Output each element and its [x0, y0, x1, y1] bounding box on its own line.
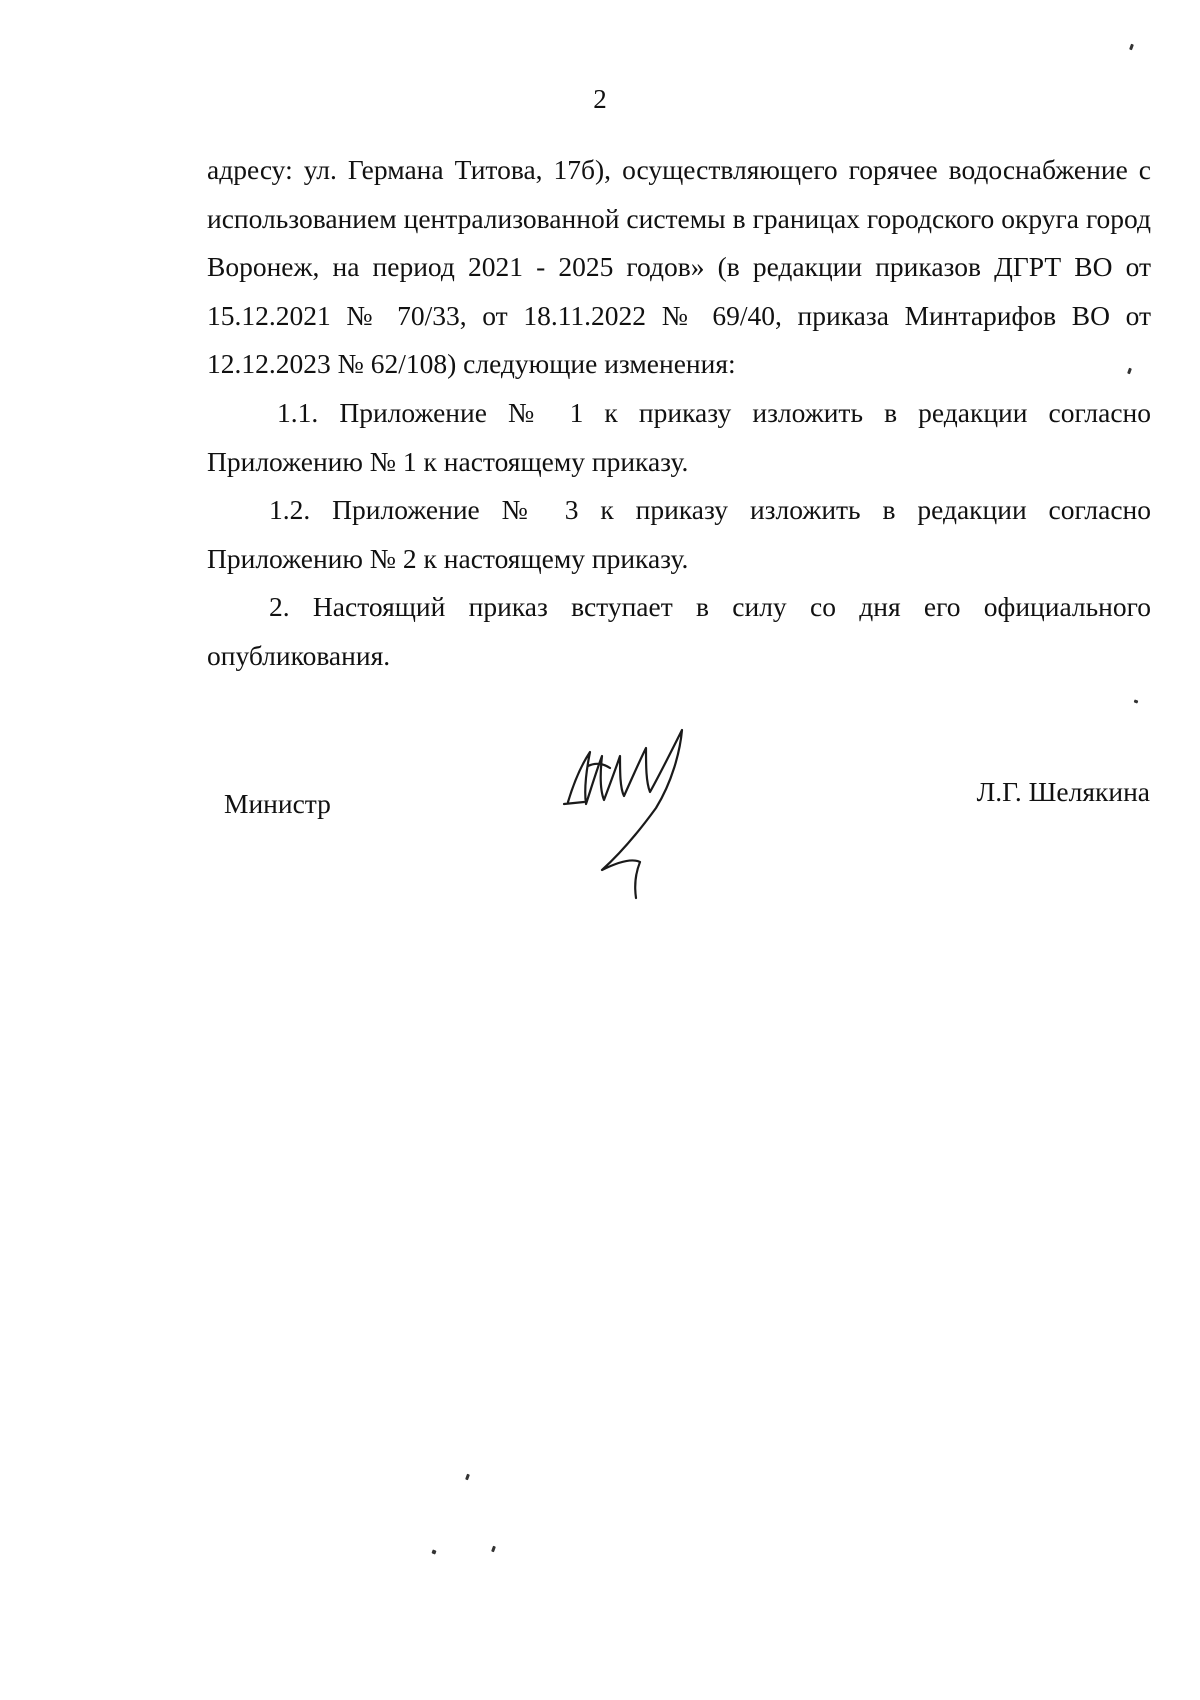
paragraph-item-1-2: 1.2. Приложение № 3 к приказу изложить в редакции согласно Приложению № 2 к настоящему приказу. — [207, 494, 1151, 574]
scan-speck — [1134, 699, 1139, 703]
paragraph-item-2: 2. Настоящий приказ вступает в силу со дня его официального опубликования. — [207, 591, 1151, 671]
signatory-name: Л.Г. Шелякина — [976, 776, 1150, 807]
scan-speck — [1129, 44, 1134, 51]
document-body — [207, 146, 1151, 681]
paragraph-continuation: адресу: ул. Германа Титова, 17б), осуществляющего горячее водоснабжение с использованием централизованной системы в границах городского округа город Воронеж, на период 2021 - 2025 годов» (в редакции приказов ДГРТ ВО от 15.12.2021 № 70/33, от 18.11.2022 № 69/40, приказа Минтарифов ВО от 12.12.2023 № 62/108) следующие изменения: — [207, 154, 1151, 380]
page-number: 2 — [593, 84, 607, 114]
scan-speck — [431, 1549, 436, 1554]
scan-speck — [491, 1546, 496, 1553]
scan-speck — [465, 1474, 470, 1481]
paragraph-item-1-1: 1.1. Приложение № 1 к приказу изложить в редакции согласно Приложению № 1 к настоящему приказу. — [207, 396, 1151, 477]
signatory-role: Министр — [224, 788, 331, 819]
handwritten-signature — [560, 712, 720, 902]
